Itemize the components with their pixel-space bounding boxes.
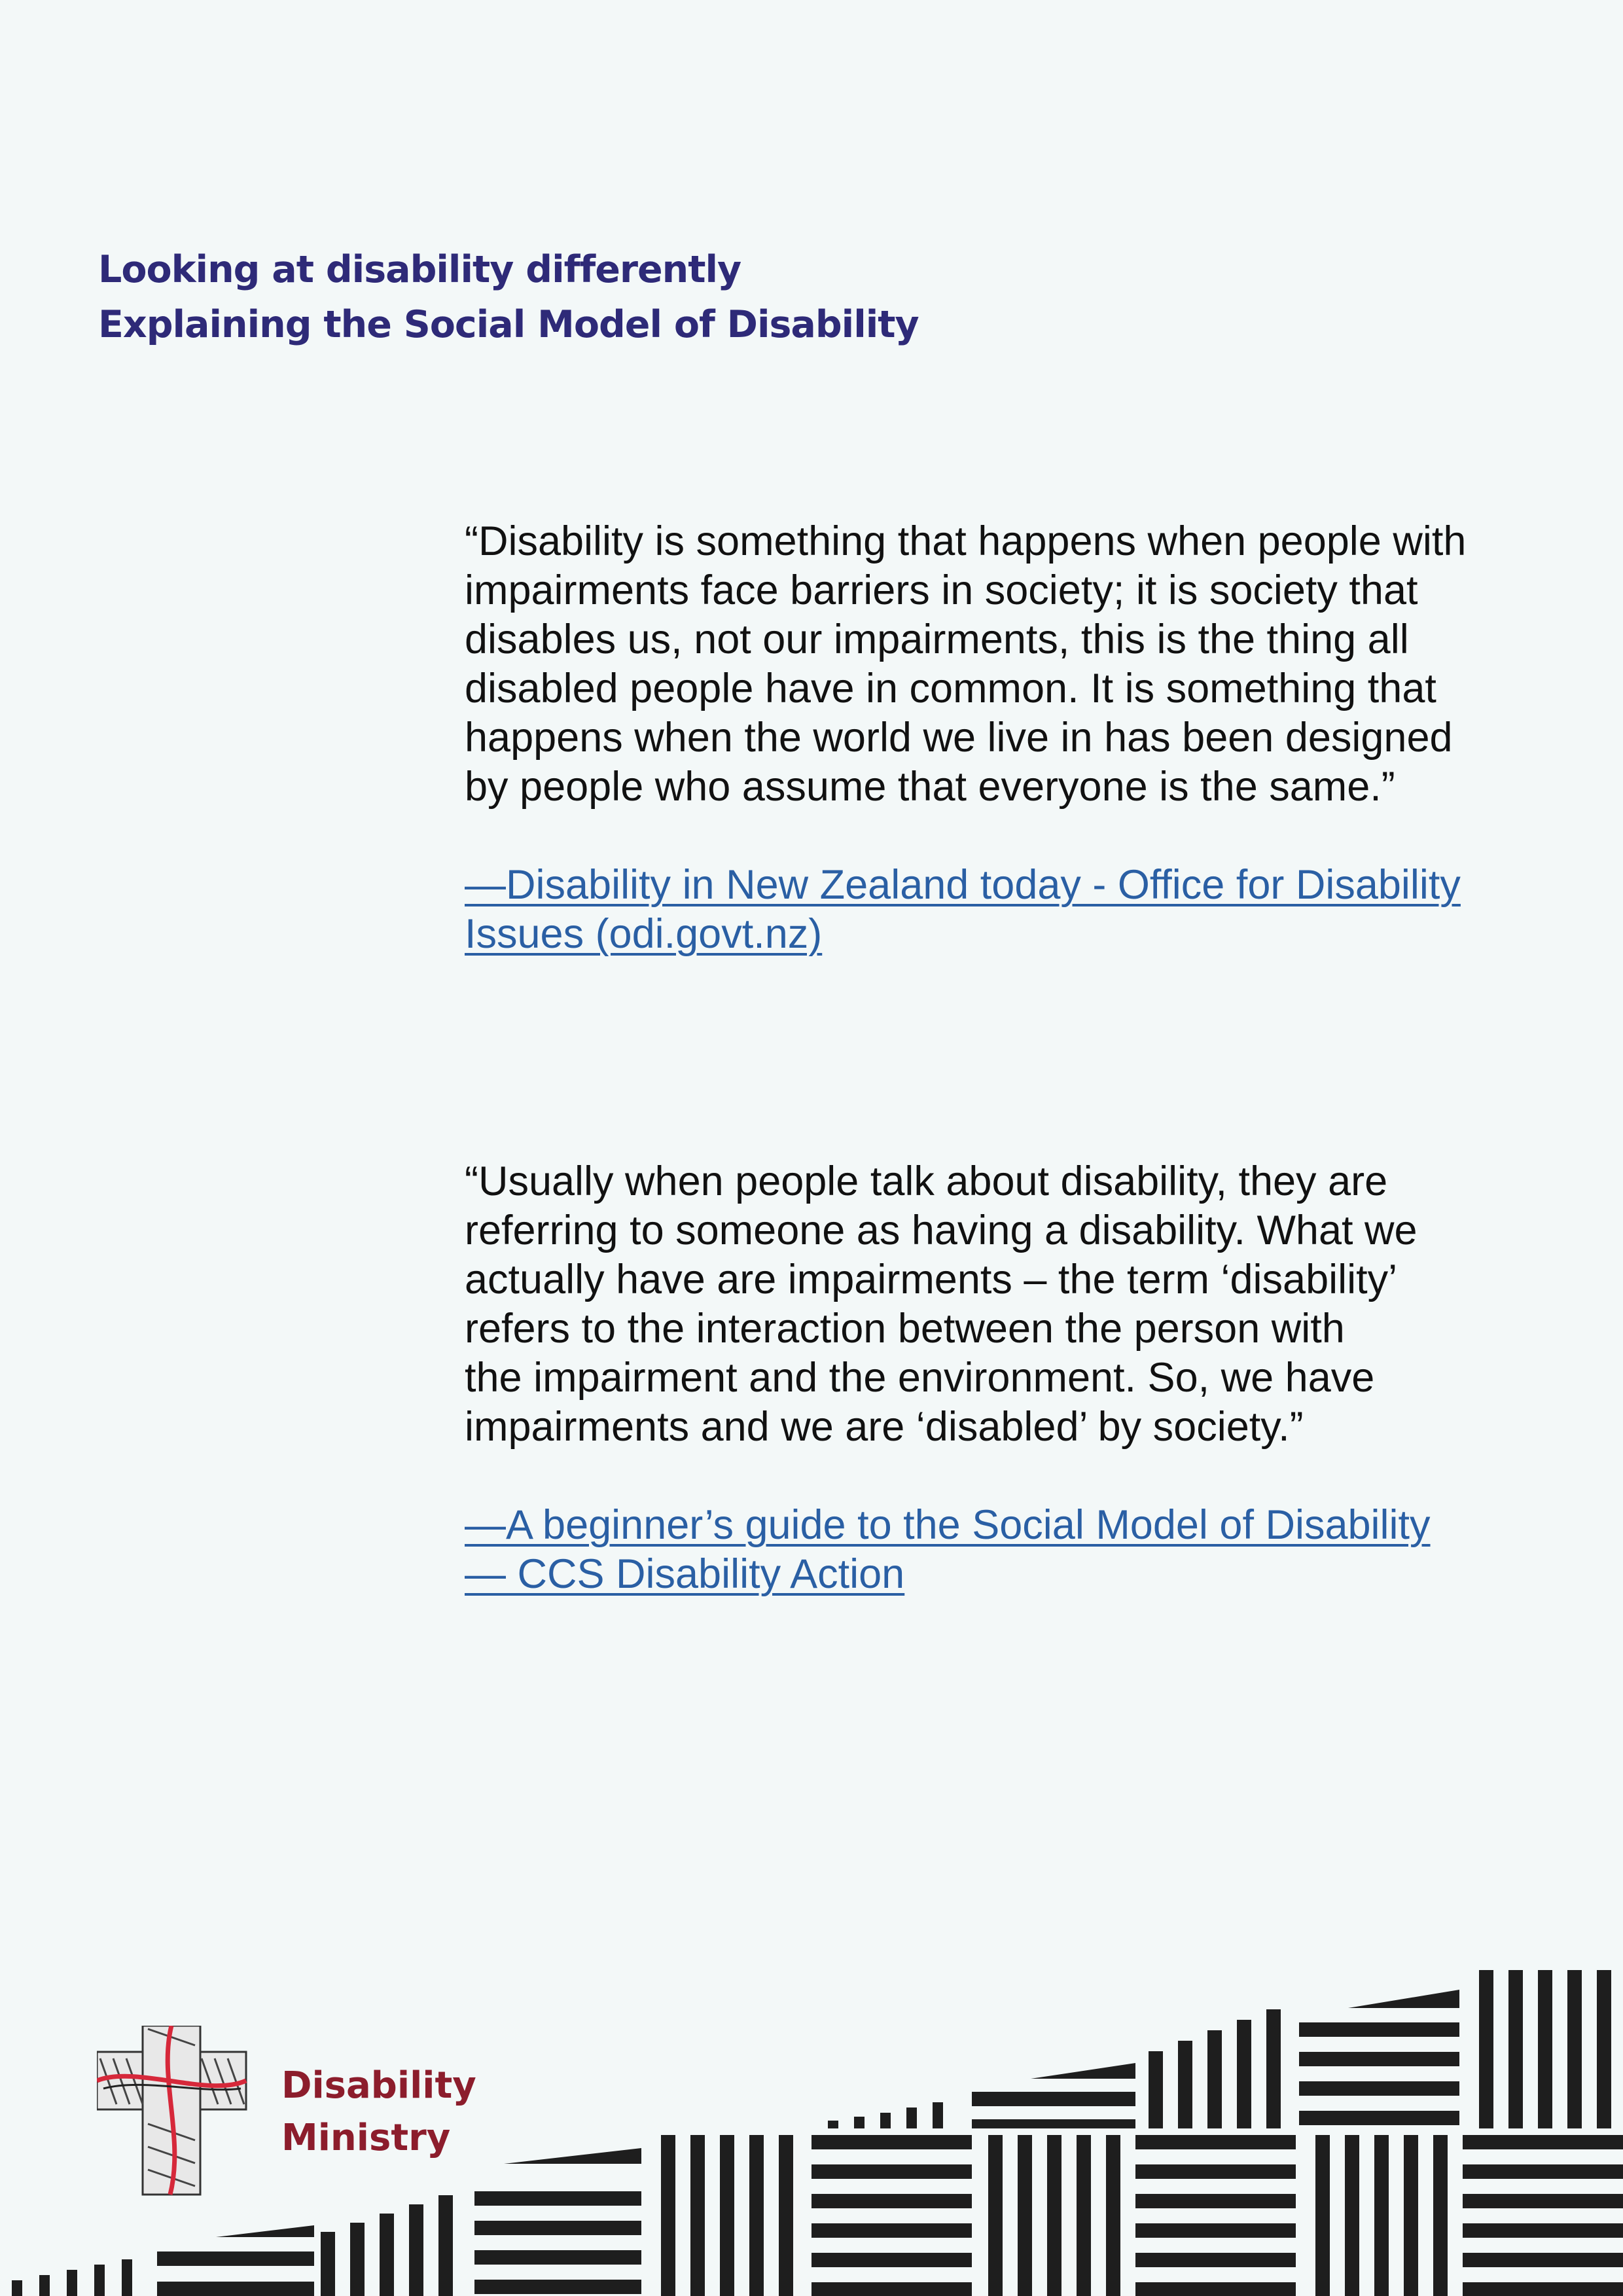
source-link-ccs[interactable]: —A beginner’s guide to the Social Model of Disability — CCS Disability Action (465, 1502, 1431, 1597)
quote-block-odi (465, 517, 1577, 959)
page-subtitle: Explaining the Social Model of Disability (98, 303, 919, 346)
page-title: Looking at disability differently (98, 248, 741, 291)
quote-block-ccs (465, 1157, 1577, 1599)
logo-wordmark: Disability Ministry (281, 2064, 476, 2159)
page-header (98, 242, 919, 352)
source-link-odi[interactable]: —Disability in New Zealand today - Office for Disability Issues (odi.govt.nz) (465, 862, 1461, 957)
quote-text: “Disability is something that happens when people with impairments face barriers in society; it is society that disables us, not our impairments, this is the thing all disabled people have in common. It is something that happens when the world we live in has been designed by people who assume that everyone is the same.” (465, 518, 1467, 810)
cross-logo-icon (97, 2026, 247, 2196)
quote-text: “Usually when people talk about disability, they are referring to someone as having a disability. What we actually have are impairments – the term ‘disability’ refers to the interaction between the person with the impairment and the environment. So, we have impairments and we are ‘disabled’ by society.” (465, 1158, 1418, 1450)
